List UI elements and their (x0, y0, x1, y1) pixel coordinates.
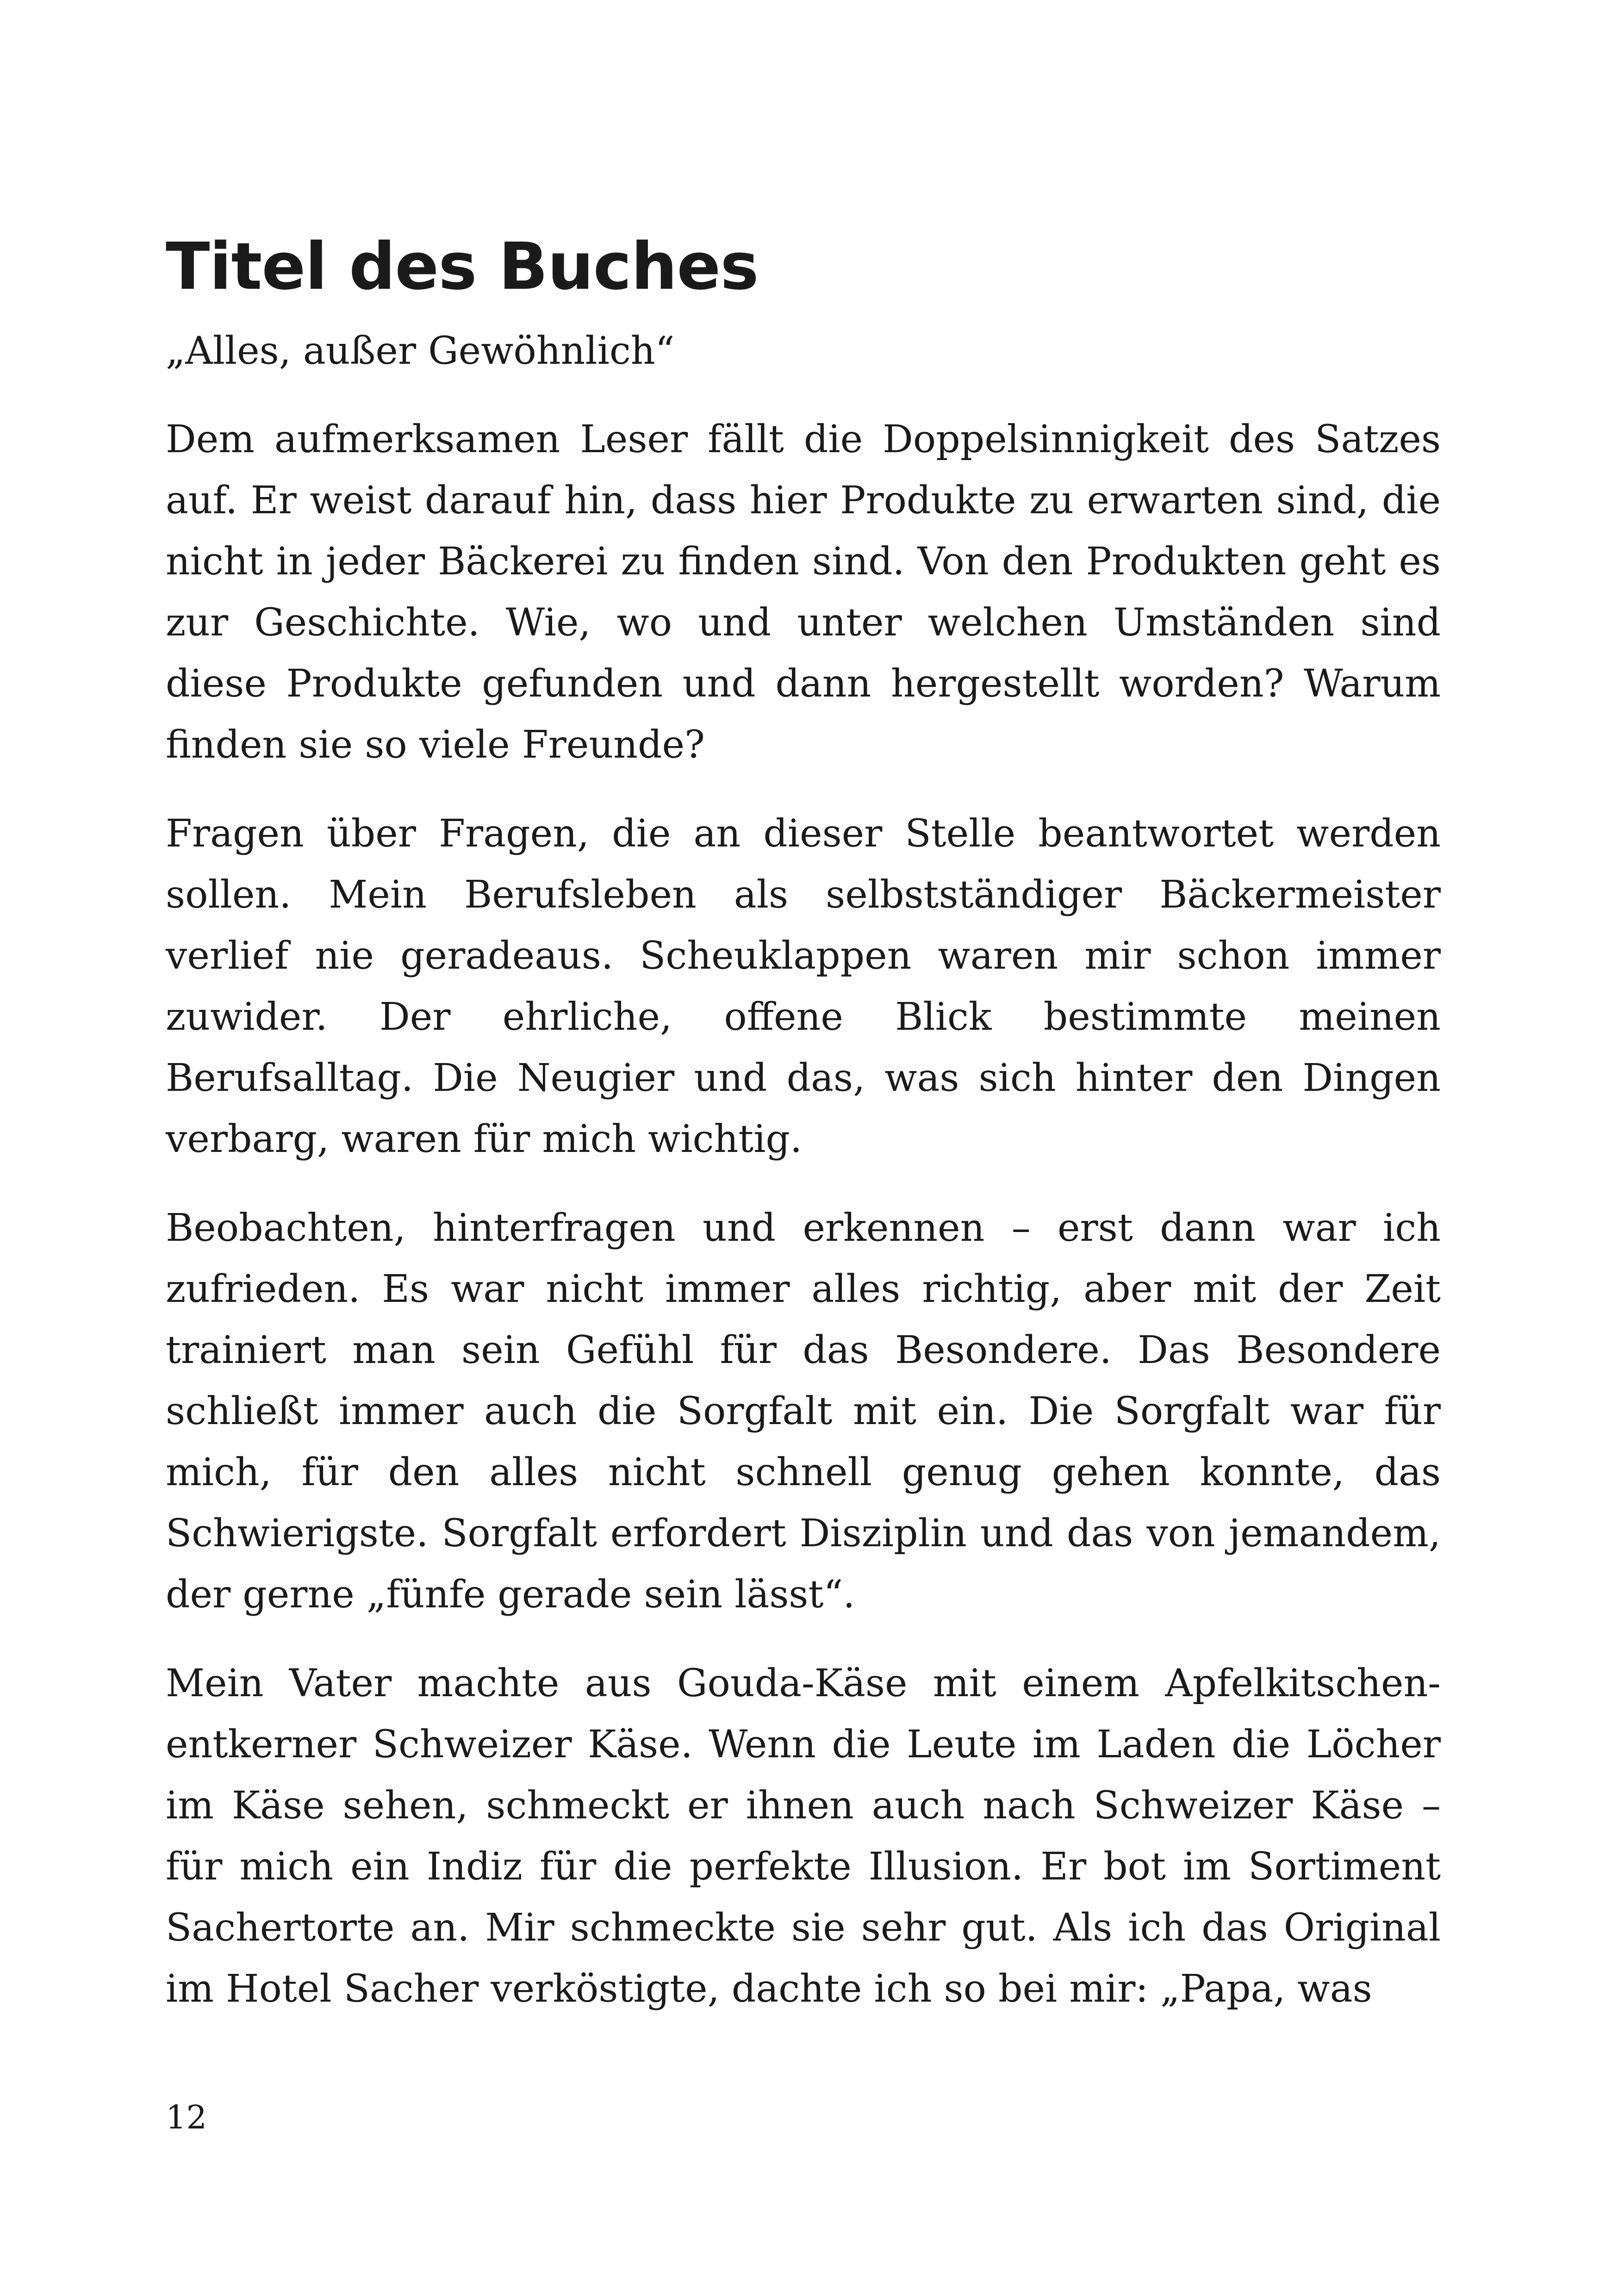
paragraph: Fragen über Fragen, die an dieser Stelle beantwortet werden sollen. Mein Berufsleben als selbstständiger Bäckermeister verlief nie geradeaus. Scheuklappen waren mir schon immer zuwider. Der ehrliche, offene Blick bestimmte meinen Berufsalltag. Die Neugier und das, was sich hinter den Dingen verbarg, waren für mich wichtig. (166, 812, 1441, 1161)
page-number: 12 (166, 2098, 207, 2136)
paragraph: Dem aufmerksamen Leser fällt die Doppelsinnigkeit des Satzes auf. Er weist darauf hin, dass hier Produkte zu erwarten sind, die nicht in jeder Bäckerei zu finden sind. Von den Produkten geht es zur Geschichte. Wie, wo und unter welchen Umständen sind diese Produkte gefunden und dann hergestellt worden? Warum finden sie so viele Freunde? (166, 417, 1441, 767)
page-content (166, 231, 1441, 2047)
chapter-title: Titel des Buches (166, 229, 759, 305)
paragraph: Beobachten, hinterfragen und erkennen – erst dann war ich zufrieden. Es war nicht immer alles richtig, aber mit der Zeit trainiert man sein Gefühl für das Besondere. Das Besondere schließt immer auch die Sorgfalt mit ein. Die Sorgfalt war für mich, für den alles nicht schnell genug gehen konnte, das Schwierigste. Sorgfalt erfordert Disziplin und das von jemandem, der gerne „fünfe gerade sein lässt“. (166, 1206, 1441, 1617)
paragraph: Mein Vater machte aus Gouda-Käse mit einem Apfelkitschenentkerner Schweizer Käse. Wenn die Leute im Laden die Löcher im Käse sehen, schmeckt er ihnen auch nach Schweizer Käse – für mich ein Indiz für die perfekte Illusion. Er bot im Sortiment Sachertorte an. Mir schmeckte sie sehr gut. Als ich das Original im Hotel Sacher verköstigte, dachte ich so bei mir: „Papa, was (166, 1661, 1441, 2011)
book-subtitle-quote: „Alles, außer Gewöhnlich“ (166, 329, 675, 373)
